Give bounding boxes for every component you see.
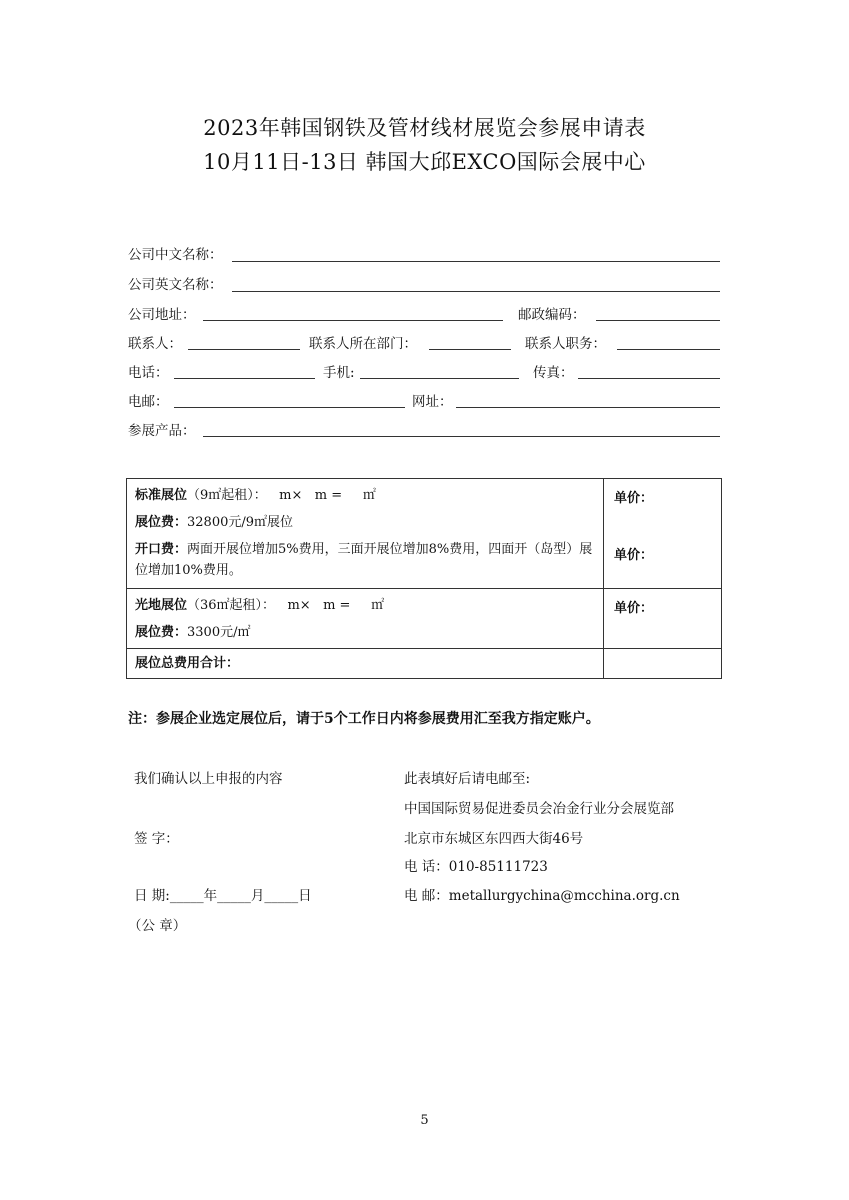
email-field[interactable]	[174, 407, 405, 408]
raw-space-cell	[127, 589, 604, 649]
mobile-label: 手机:	[323, 365, 355, 381]
total-cell	[127, 649, 604, 679]
total-line	[127, 649, 603, 678]
unit-price-cell-1	[604, 479, 722, 589]
phone-field[interactable]	[174, 378, 315, 379]
send-phone: 电 话：010-85111723	[404, 859, 548, 875]
page-subtitle: 10月11日-13日 韩国大邱EXCO国际会展中心	[203, 150, 646, 174]
fax-label: 传真：	[533, 365, 574, 381]
standard-booth-desc: （9㎡起租）： m× m = ㎡	[187, 488, 376, 503]
unit-price-cell-3	[604, 589, 722, 649]
contact-label: 联系人：	[128, 336, 182, 352]
send-intro: 此表填好后请电邮至:	[404, 771, 531, 787]
phone-label: 电话：	[128, 365, 169, 381]
products-field[interactable]	[203, 436, 720, 437]
opening-fee-line	[127, 537, 603, 585]
standard-booth-label: 标准展位	[135, 488, 188, 503]
products-label: 参展产品：	[128, 423, 196, 439]
contact-field[interactable]	[188, 349, 300, 350]
signature-label: 签 字：	[134, 831, 179, 847]
raw-fee-label: 展位费：	[135, 625, 188, 640]
standard-booth-cell	[127, 479, 604, 589]
unit-price-label-3: 单价：	[614, 601, 654, 616]
payment-note: 注：参展企业选定展位后，请于5个工作日内将参展费用汇至我方指定账户。	[128, 711, 600, 727]
raw-space-desc: （36㎡起租）： m× m = ㎡	[187, 598, 385, 613]
page-number: 5	[420, 1113, 429, 1128]
website-field[interactable]	[456, 407, 720, 408]
table-row	[127, 589, 722, 649]
total-label: 展位总费用合计：	[135, 656, 240, 671]
raw-fee-line	[127, 620, 603, 647]
email-label: 电邮：	[128, 394, 169, 410]
raw-space-label: 光地展位	[135, 598, 188, 613]
address-field[interactable]	[203, 320, 503, 321]
unit-price-label-2: 单价：	[614, 548, 654, 563]
company-cn-field[interactable]	[232, 261, 720, 262]
standard-fee-label: 展位费：	[135, 515, 188, 530]
total-value-cell[interactable]	[604, 649, 722, 679]
raw-fee-value: 3300元/㎡	[187, 625, 251, 640]
seal-label: （公 章）	[128, 918, 187, 934]
position-field[interactable]	[617, 349, 720, 350]
website-label: 网址：	[412, 394, 453, 410]
send-email: 电 邮：metallurgychina@mcchina.org.cn	[404, 888, 680, 904]
department-field[interactable]	[429, 349, 511, 350]
send-org: 中国国际贸易促进委员会冶金行业分会展览部	[404, 801, 674, 817]
send-address: 北京市东城区东四西大街46号	[404, 831, 584, 847]
table-row	[127, 649, 722, 679]
raw-space-line	[127, 589, 603, 620]
department-label: 联系人所在部门：	[309, 336, 417, 352]
mobile-field[interactable]	[360, 378, 519, 379]
standard-fee-line	[127, 510, 603, 537]
booth-fee-table	[126, 478, 722, 679]
company-en-field[interactable]	[232, 291, 720, 292]
confirm-statement: 我们确认以上申报的内容	[134, 771, 283, 787]
unit-price-label-1: 单价：	[614, 491, 654, 506]
opening-fee-value: 两面开展位增加5%费用，三面开展位增加8%费用，四面开（岛型）展位增加10%费用。	[135, 542, 593, 578]
postcode-label: 邮政编码：	[518, 307, 586, 323]
standard-booth-line	[127, 479, 603, 510]
postcode-field[interactable]	[596, 320, 720, 321]
company-en-label: 公司英文名称：	[128, 277, 223, 293]
date-line: 日 期:_____年_____月_____日	[134, 888, 312, 904]
position-label: 联系人职务：	[525, 336, 606, 352]
page-title: 2023年韩国钢铁及管材线材展览会参展申请表	[203, 116, 646, 140]
table-row	[127, 479, 722, 589]
address-label: 公司地址：	[128, 307, 196, 323]
company-cn-label: 公司中文名称：	[128, 247, 223, 263]
standard-fee-value: 32800元/9㎡展位	[187, 515, 294, 530]
opening-fee-label: 开口费：	[135, 542, 188, 557]
fax-field[interactable]	[578, 378, 720, 379]
